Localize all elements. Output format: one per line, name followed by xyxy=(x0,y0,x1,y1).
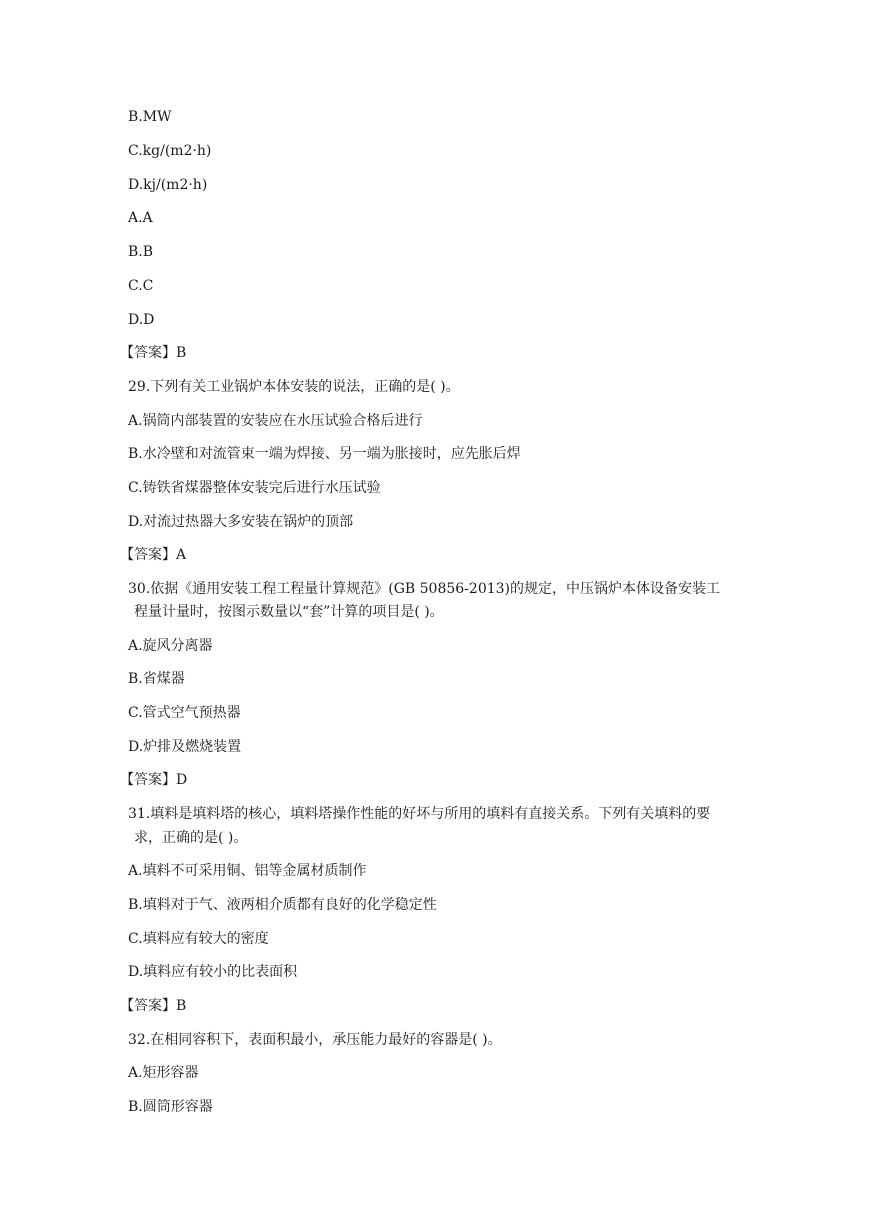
answer-line: 【答案】A xyxy=(120,547,187,563)
option-line: C.铸铁省煤器整体安装完后进行水压试验 xyxy=(128,480,381,496)
option-line: A.旋风分离器 xyxy=(128,638,213,654)
option-line: A.A xyxy=(128,210,153,226)
option-line: D.对流过热器大多安装在锅炉的顶部 xyxy=(128,514,354,530)
option-line: C.C xyxy=(128,278,154,294)
option-line: C.管式空气预热器 xyxy=(128,705,241,721)
option-line: B.省煤器 xyxy=(128,671,185,687)
option-line: B.圆筒形容器 xyxy=(128,1099,213,1115)
option-line: D.D xyxy=(128,312,155,328)
question-line: 程量计量时，按图示数量以“套”计算的项目是( )。 xyxy=(134,604,444,620)
option-line: A.矩形容器 xyxy=(128,1065,199,1081)
option-line: B.填料对于气、液两相介质都有良好的化学稳定性 xyxy=(128,897,437,913)
option-line: D.填料应有较小的比表面积 xyxy=(128,964,298,980)
question-line: 31.填料是填料塔的核心，填料塔操作性能的好坏与所用的填料有直接关系。下列有关填料的要 xyxy=(128,806,711,822)
option-line: C.kg/(m2·h) xyxy=(128,143,212,159)
option-line: C.填料应有较大的密度 xyxy=(128,931,269,947)
option-line: B.B xyxy=(128,244,154,260)
option-line: D.炉排及燃烧装置 xyxy=(128,739,242,755)
question-line: 29.下列有关工业锅炉本体安装的说法，正确的是( )。 xyxy=(128,379,460,395)
option-line: A.填料不可采用铜、铝等金属材质制作 xyxy=(128,863,367,879)
answer-line: 【答案】D xyxy=(120,772,188,788)
question-line: 32.在相同容积下，表面积最小，承压能力最好的容器是( )。 xyxy=(128,1032,502,1048)
option-line: A.锅筒内部装置的安装应在水压试验合格后进行 xyxy=(128,413,423,429)
option-line: B.MW xyxy=(128,109,172,125)
answer-line: 【答案】B xyxy=(120,345,187,361)
question-line: 30.依据《通用安装工程工程量计算规范》(GB 50856-2013)的规定，中压锅炉本体设备安装工 xyxy=(128,581,721,597)
option-line: B.水冷壁和对流管束一端为焊接、另一端为胀接时，应先胀后焊 xyxy=(128,446,521,462)
answer-line: 【答案】B xyxy=(120,998,187,1014)
question-line: 求，正确的是( )。 xyxy=(134,830,248,846)
option-line: D.kj/(m2·h) xyxy=(128,177,208,193)
